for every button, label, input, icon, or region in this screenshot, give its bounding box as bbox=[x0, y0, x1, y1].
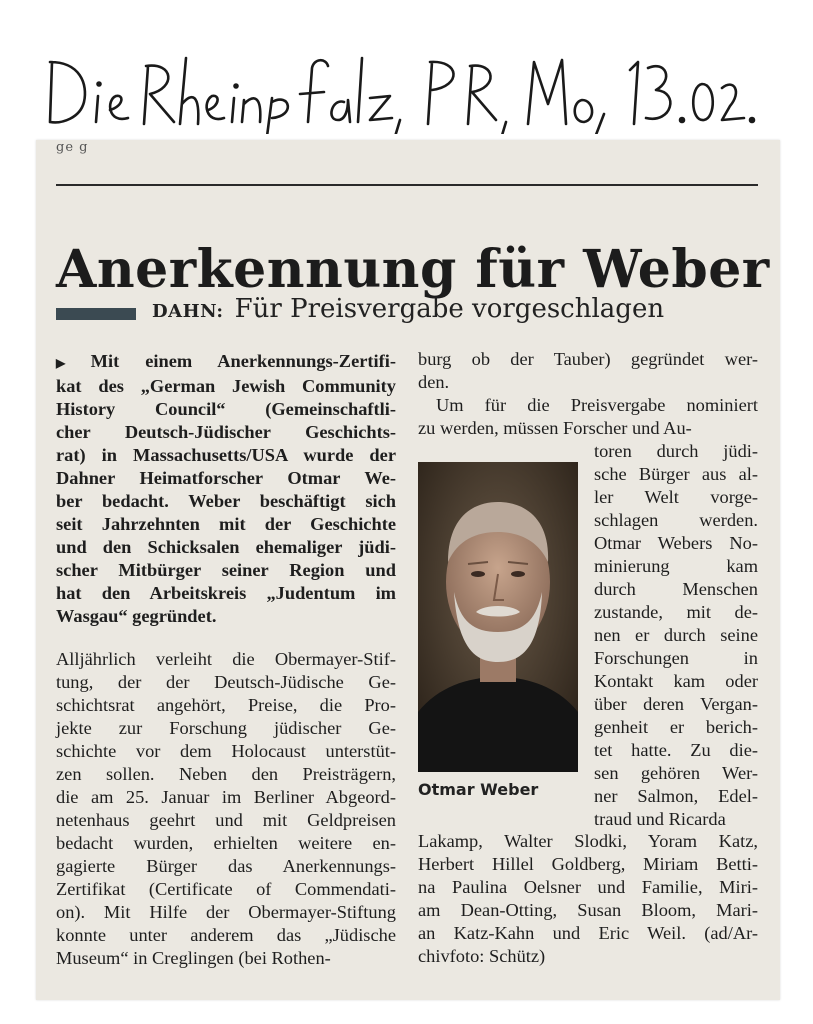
text-line: genheit er berich- bbox=[594, 717, 758, 737]
text-line: Um für die Preisvergabe nominiert bbox=[436, 395, 758, 415]
headline: Anerkennung für Weber bbox=[56, 238, 770, 300]
dateline-place: DAHN: bbox=[152, 301, 224, 322]
text-line: Kontakt kam oder bbox=[594, 671, 758, 691]
top-rule bbox=[56, 184, 758, 186]
handwritten-source-note bbox=[40, 44, 780, 134]
text-line: tet hatte. Zu die- bbox=[594, 740, 758, 760]
article-column-right-top bbox=[418, 348, 758, 440]
cut-text-fragment: ge g bbox=[56, 140, 89, 155]
text-line: schichtsrat angehört, Preise, die Pro- bbox=[56, 695, 396, 715]
text-line: Alljährlich verleiht die Obermayer-Stif- bbox=[56, 649, 396, 669]
text-line: scher Mitbürger seiner Region und bbox=[56, 560, 396, 580]
text-line: die am 25. Januar im Berliner Abgeord- bbox=[56, 787, 396, 807]
text-line: kat des „German Jewish Community bbox=[56, 376, 396, 396]
article-column-left bbox=[56, 350, 396, 990]
article-column-right-bottom bbox=[418, 830, 758, 968]
text-line: ner Salmon, Edel- bbox=[594, 786, 758, 806]
text-line: schichte vor dem Holocaust unterstüt- bbox=[56, 741, 396, 761]
kicker bbox=[152, 294, 752, 324]
text-line: on). Mit Hilfe der Obermayer-Stiftung bbox=[56, 902, 396, 922]
text-line: Otmar Webers No- bbox=[594, 533, 758, 553]
text-line: tung, der der Deutsch-Jüdische Ge- bbox=[56, 672, 396, 692]
portrait-image bbox=[418, 462, 578, 772]
article-column-right-beside bbox=[594, 440, 758, 831]
text-line bbox=[56, 350, 396, 375]
subheadline: Für Preisvergabe vorgeschlagen bbox=[234, 294, 665, 324]
text-line: rat) in Massachusetts/USA wurde der bbox=[56, 445, 396, 465]
text-line: na Paulina Oelsner und Familie, Miri- bbox=[418, 877, 758, 897]
body-paragraph-1 bbox=[56, 648, 396, 970]
text-line: gagierte Bürger das Anerkennungs- bbox=[56, 856, 396, 876]
text-line: sen gehören Wer- bbox=[594, 763, 758, 783]
text-line: Wasgau“ gegründet. bbox=[56, 606, 217, 626]
text-line: seit Jahrzehnten mit der Geschichte bbox=[56, 514, 396, 534]
text-line: Zertifikat (Certificate of Commendati- bbox=[56, 879, 396, 899]
text-line: Dahner Heimatforscher Otmar We- bbox=[56, 468, 396, 488]
handwritten-note-text bbox=[40, 44, 41, 45]
text-line: an Katz-Kahn und Eric Weil. (ad/Ar- bbox=[418, 923, 758, 943]
text-line: jekte zur Forschung jüdischer Ge- bbox=[56, 718, 396, 738]
text-line: hat den Arbeitskreis „Judentum im bbox=[56, 583, 396, 603]
text-line: bedacht wurden, erhielten weitere en- bbox=[56, 833, 396, 853]
text-line: sche Bürger aus al- bbox=[594, 464, 758, 484]
photo-caption: Otmar Weber bbox=[418, 780, 539, 799]
text-line: chivfoto: Schütz) bbox=[418, 946, 546, 966]
text-line: History Council“ (Gemeinschaftli- bbox=[56, 399, 396, 419]
text-line: durch Menschen bbox=[594, 579, 758, 599]
kicker-bar bbox=[56, 308, 136, 320]
text-line: konnte unter anderem das „Jüdische bbox=[56, 925, 396, 945]
text-line: Lakamp, Walter Slodki, Yoram Katz, bbox=[418, 831, 758, 851]
lead-marker-icon: ▶ bbox=[56, 356, 87, 370]
text-line: ler Welt vorge- bbox=[594, 487, 758, 507]
text-line: ber bedacht. Weber beschäftigt sich bbox=[56, 491, 396, 511]
text-line: toren durch jüdi- bbox=[594, 441, 758, 461]
newspaper-clipping bbox=[36, 140, 780, 1000]
text-line: den. bbox=[418, 372, 450, 392]
text-line: zustande, mit de- bbox=[594, 602, 758, 622]
text-line: und den Schicksalen ehemaliger jüdi- bbox=[56, 537, 396, 557]
text-line: minierung kam bbox=[594, 556, 758, 576]
portrait-photo bbox=[418, 462, 578, 780]
text-line: burg ob der Tauber) gegründet wer- bbox=[418, 349, 758, 369]
text-line: zu werden, müssen Forscher und Au- bbox=[418, 418, 692, 438]
text-line: über deren Vergan- bbox=[594, 694, 758, 714]
text-line: zen sollen. Neben den Preisträgern, bbox=[56, 764, 396, 784]
text-line: netenhaus geehrt und mit Geldpreisen bbox=[56, 810, 396, 830]
text-line: am Dean-Otting, Susan Bloom, Mari- bbox=[418, 900, 758, 920]
text-line: traud und Ricarda bbox=[594, 809, 726, 829]
text-line: Herbert Hillel Goldberg, Miriam Betti- bbox=[418, 854, 758, 874]
text-line: cher Deutsch-Jüdischer Geschichts- bbox=[56, 422, 396, 442]
text-line: Museum“ in Creglingen (bei Rothen- bbox=[56, 948, 331, 968]
text-line: schlagen werden. bbox=[594, 510, 758, 530]
lead-first-line-text: Mit einem Anerkennungs-Zertifi- bbox=[90, 351, 396, 371]
text-line: nen er durch seine bbox=[594, 625, 758, 645]
handwriting-svg bbox=[40, 44, 780, 134]
lead-paragraph bbox=[56, 350, 396, 628]
text-line: Forschungen in bbox=[594, 648, 758, 668]
